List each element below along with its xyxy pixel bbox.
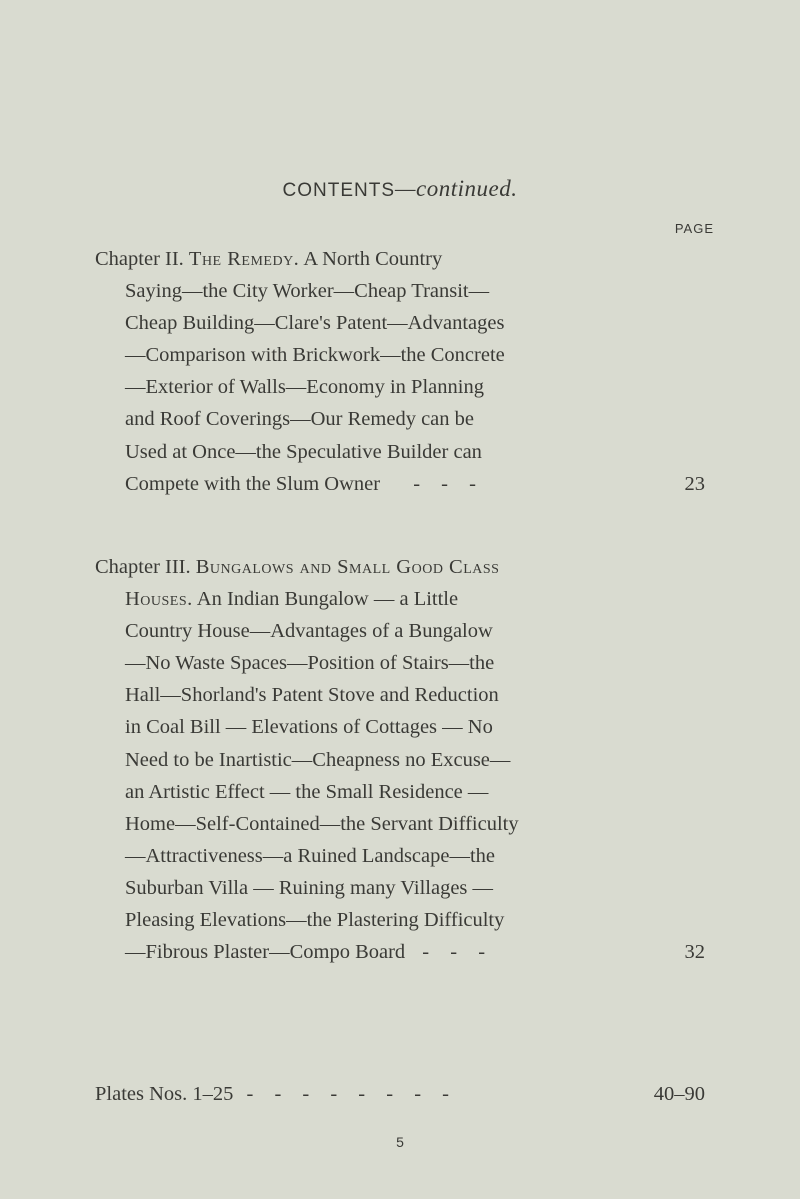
page-title [0,176,800,202]
chapter-3-last-line [95,936,705,968]
chapter-2-line: —Comparison with Brickwork—the Concrete [125,344,505,367]
chapter-2-line: and Roof Coverings—Our Remedy can be [125,408,474,431]
chapter-3-line [95,583,705,615]
chapter-2-page-number: 23 [684,472,705,495]
dot-leaders: - - - [422,941,494,964]
chapter-3-head: Chapter III. [95,556,191,578]
chapter-3-line: Need to be Inartistic—Cheapness no Excuse— [125,748,511,771]
chapter-2-text: A North Country [303,248,443,270]
chapter-2-text: Compete with the Slum Owner [125,472,381,495]
title-continued: —continued. [395,176,518,201]
plates-label: Plates Nos. 1–25 [95,1083,234,1105]
chapter-3-page-number: 32 [684,941,705,964]
chapter-3-text: An Indian Bungalow — a Little [196,588,459,611]
dot-leaders: - - - [413,472,484,495]
chapter-2-head: Chapter II. [95,248,184,270]
chapter-3-line: Hall—Shorland's Patent Stove and Reduction [125,684,499,707]
chapter-3-line: Suburban Villa — Ruining many Villages — [125,876,494,899]
chapter-3-line: an Artistic Effect — the Small Residence — [125,780,489,803]
chapter-3-line [95,551,705,583]
chapter-2-entry [95,243,705,500]
title-contents: CONTENTS [282,180,396,201]
chapter-2-line [95,243,705,275]
chapter-3-text: —Fibrous Plaster—Compo Board [125,941,406,964]
chapter-2-last-line [95,468,705,500]
chapter-2-line: Used at Once—the Speculative Builder can [125,440,482,463]
chapter-3-line: —Attractiveness—a Ruined Landscape—the [125,844,496,867]
plates-entry [95,1078,705,1110]
chapter-2-line: Saying—the City Worker—Cheap Transit— [125,280,490,303]
chapter-2-line: Cheap Building—Clare's Patent—Advantages [125,312,505,335]
chapter-3-title: Bungalows and Small Good Class [195,556,500,578]
plates-page-range: 40–90 [653,1083,705,1105]
chapter-3-line: Country House—Advantages of a Bungalow [125,620,493,643]
chapter-3-title-cont: Houses. [125,588,193,611]
chapter-3-line: Home—Self-Contained—the Servant Difficulty [125,812,519,835]
chapter-2-title: The Remedy. [188,248,300,270]
chapter-3-entry [95,551,705,968]
chapter-2-line: —Exterior of Walls—Economy in Planning [125,376,484,399]
page-column-heading: PAGE [674,221,714,236]
dot-leaders: - - - - - - - - [246,1083,457,1105]
chapter-3-line: in Coal Bill — Elevations of Cottages — No [125,716,493,739]
chapter-3-line: —No Waste Spaces—Position of Stairs—the [125,652,495,675]
folio-page-number: 5 [396,1134,404,1150]
chapter-3-line: Pleasing Elevations—the Plastering Difficulty [125,909,505,932]
